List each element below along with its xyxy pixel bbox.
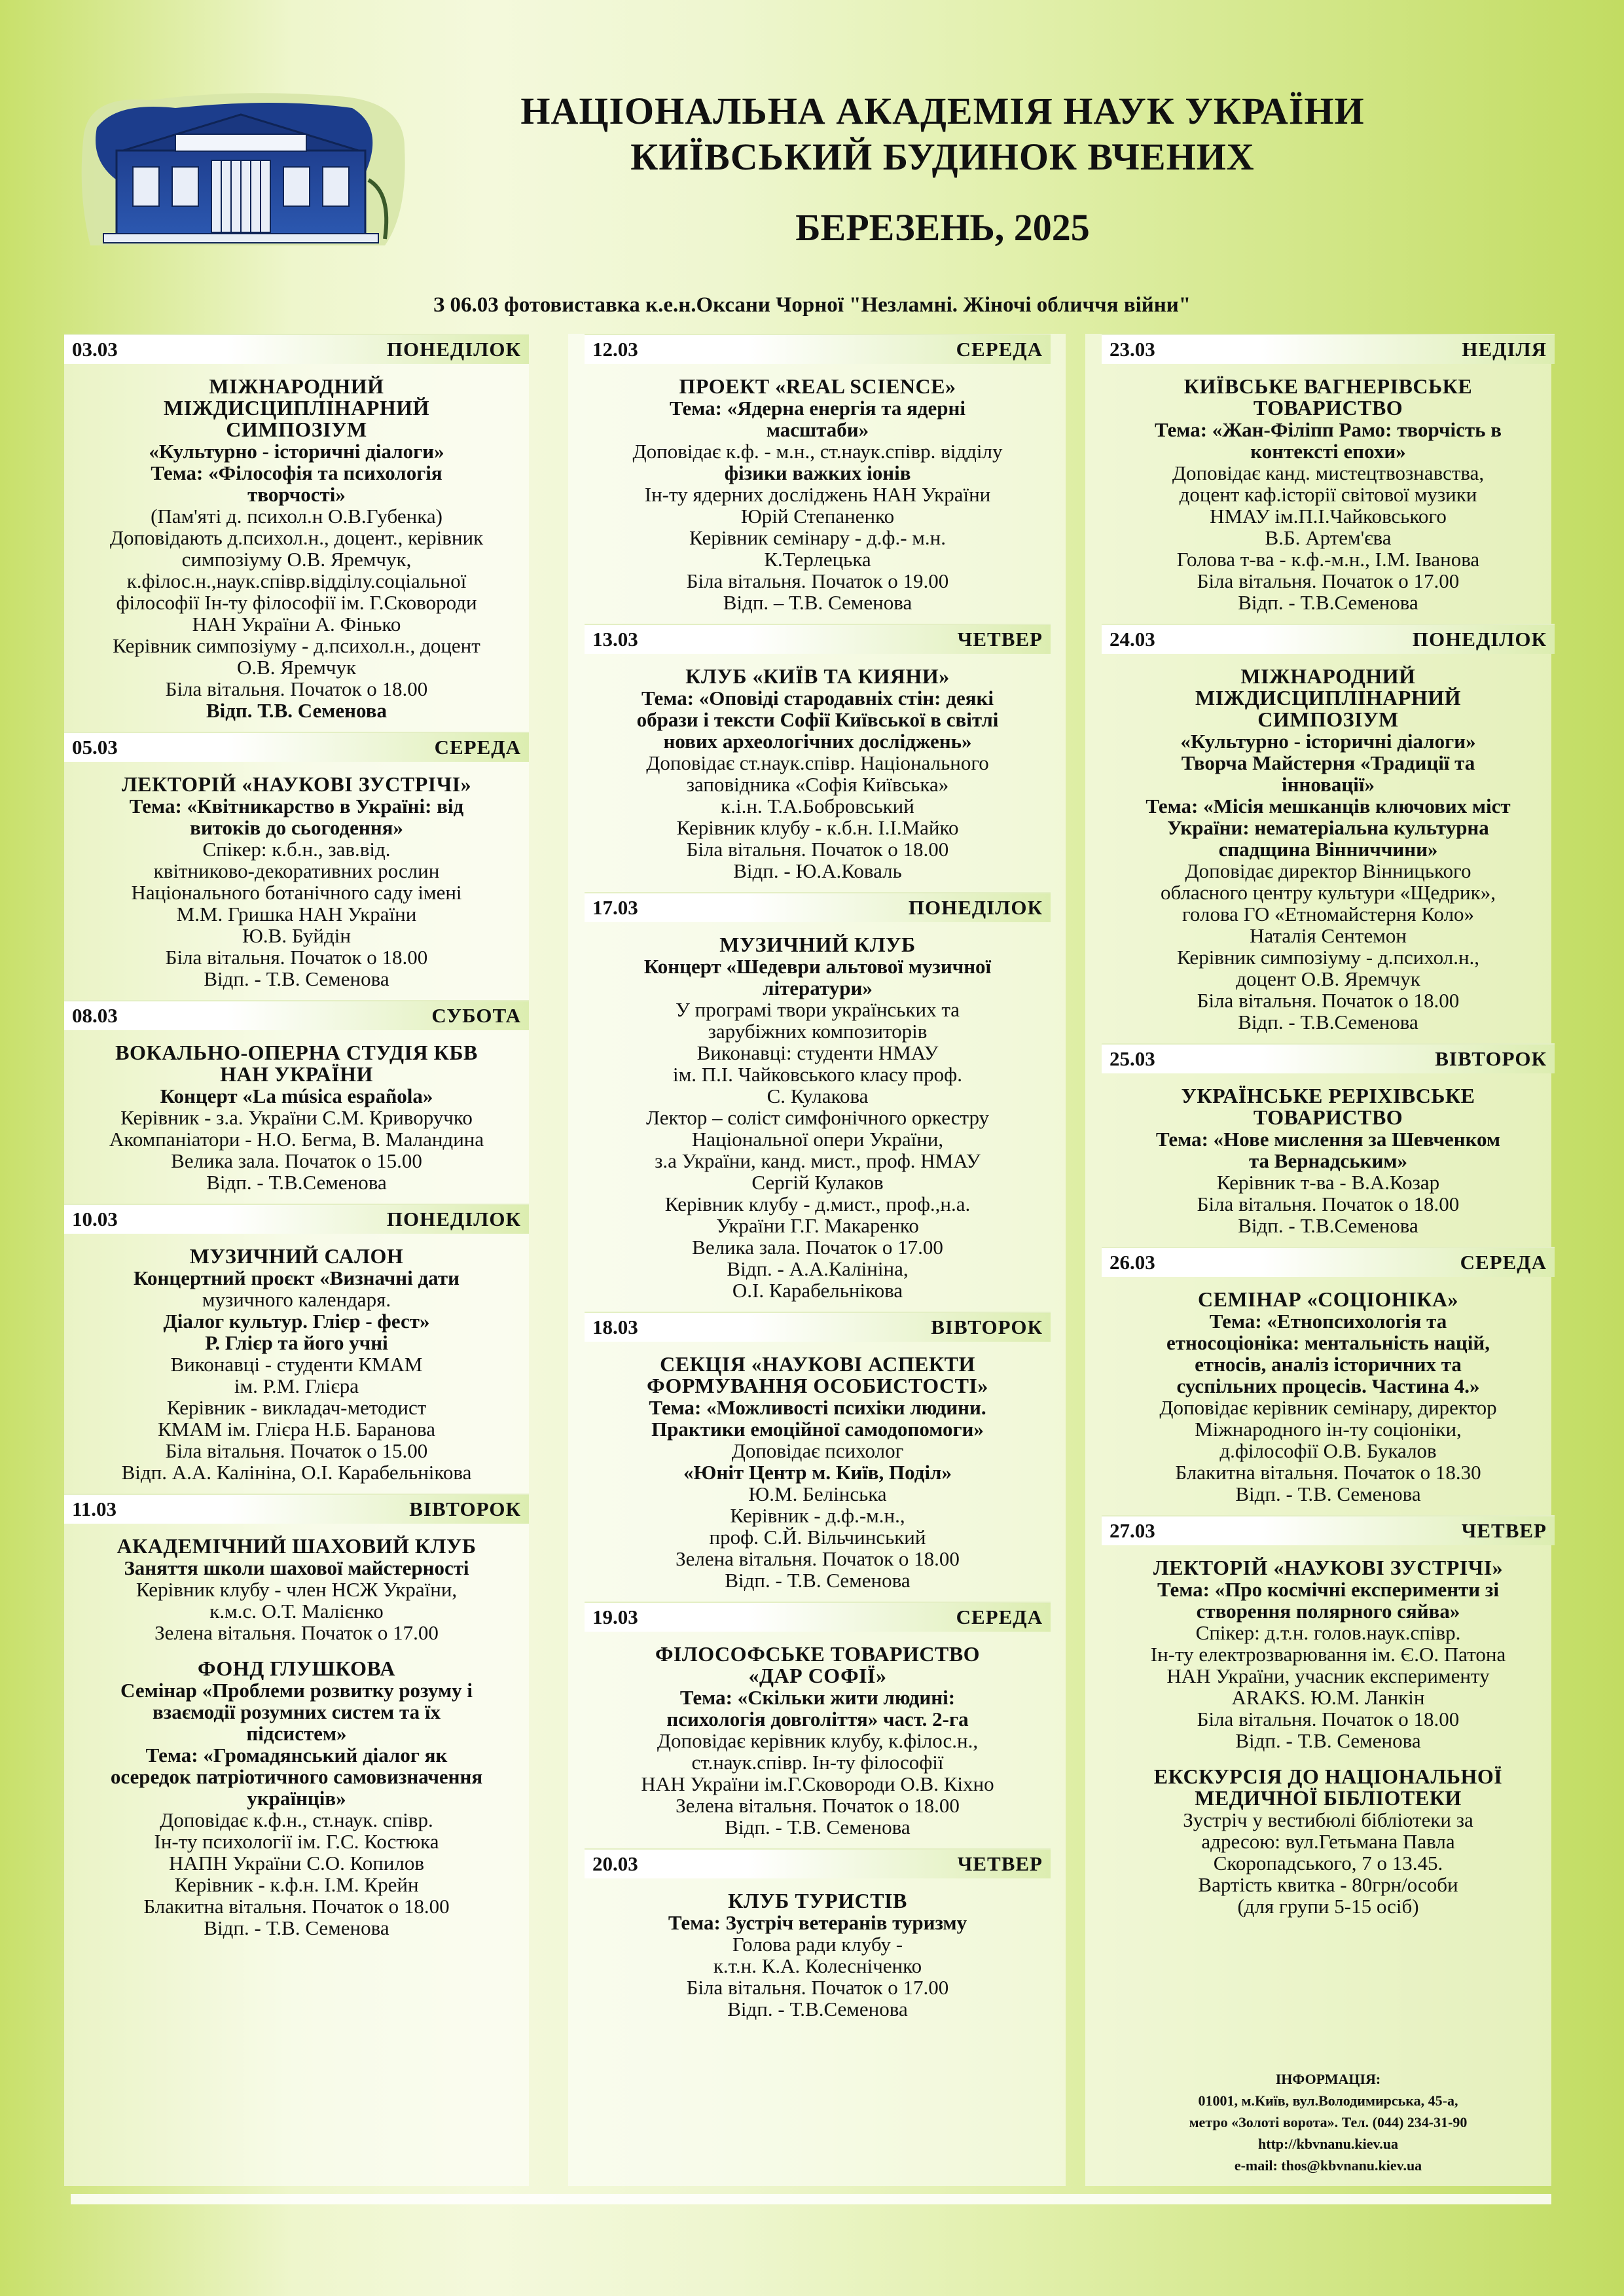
date-bar bbox=[64, 1494, 529, 1524]
event-line: ТОВАРИСТВО bbox=[1253, 1105, 1403, 1129]
event-line: етносів, аналіз історичних та bbox=[1195, 1353, 1462, 1376]
event-line: заповідника «Софія Київська» bbox=[686, 773, 949, 796]
event-line: О.І. Карабельнікова bbox=[732, 1279, 903, 1302]
event-details bbox=[585, 1890, 1051, 2020]
event-weekday: ВІВТОРОК bbox=[1435, 1047, 1547, 1070]
event-line: НМАУ ім.П.І.Чайковського bbox=[1210, 505, 1447, 528]
event-line: Велика зала. Початок о 17.00 bbox=[692, 1236, 943, 1259]
schedule-column-2 bbox=[585, 334, 1051, 2030]
event-10.03 bbox=[64, 1204, 529, 1483]
event-line: Концерт «Шедеври альтової музичної bbox=[643, 955, 992, 978]
event-line: Відп. - Т.В. Семенова bbox=[1235, 1482, 1421, 1505]
schedule-column-3 bbox=[1102, 334, 1555, 1928]
event-line: Тема: «Етнопсихологія та bbox=[1209, 1310, 1447, 1333]
spacer bbox=[64, 1643, 529, 1658]
month-title: БЕРЕЗЕНЬ, 2025 bbox=[795, 206, 1090, 249]
event-line: Зустріч у вестибюлі бібліотеки за bbox=[1183, 1808, 1473, 1831]
event-line: голова ГО «Етномайстерня Коло» bbox=[1182, 903, 1475, 925]
event-line: Керівник семінару - д.ф.- м.н. bbox=[689, 526, 947, 549]
event-details bbox=[1102, 1085, 1555, 1236]
event-line: Спікер: к.б.н., зав.від. bbox=[202, 838, 391, 861]
event-line: підсистем» bbox=[246, 1722, 347, 1745]
event-23.03 bbox=[1102, 334, 1555, 613]
date-bar bbox=[64, 1000, 529, 1030]
event-line: Керівник клубу - к.б.н. І.І.Майко bbox=[676, 816, 959, 839]
event-details bbox=[64, 774, 529, 990]
event-line: ТОВАРИСТВО bbox=[1253, 396, 1403, 420]
event-date: 23.03 bbox=[1110, 338, 1155, 361]
event-line: Ю.В. Буйдін bbox=[242, 924, 351, 947]
event-line: ФОНД ГЛУШКОВА bbox=[198, 1657, 395, 1680]
event-line: Сергій Кулаков bbox=[751, 1171, 884, 1194]
event-line: спадщина Вінниччини» bbox=[1218, 838, 1438, 861]
event-line: к.філос.н.,наук.співр.відділу.соціальної bbox=[126, 569, 467, 592]
event-line: Ін-ту ядерних досліджень НАН України bbox=[644, 483, 991, 506]
event-line: Відп. Т.В. Семенова bbox=[206, 699, 388, 722]
event-line: та Вернадським» bbox=[1248, 1149, 1408, 1172]
event-line: адресою: вул.Гетьмана Павла bbox=[1201, 1830, 1455, 1853]
event-line: Доповідає к.ф. - м.н., ст.наук.співр. відділу bbox=[632, 440, 1003, 463]
event-line: ім. П.І. Чайковського класу проф. bbox=[672, 1063, 963, 1086]
event-line: Семінар «Проблеми розвитку розуму і bbox=[120, 1679, 473, 1702]
date-bar bbox=[1102, 334, 1555, 364]
event-line: нових археологічних досліджень» bbox=[663, 730, 972, 753]
event-line: квітниково-декоративних рослин bbox=[153, 859, 440, 882]
event-line: «Культурно - історичні діалоги» bbox=[149, 440, 444, 463]
event-title: МУЗИЧНИЙ КЛУБ bbox=[719, 933, 916, 956]
event-weekday: ВІВТОРОК bbox=[409, 1498, 521, 1520]
event-line: створення полярного сяйва» bbox=[1196, 1600, 1460, 1623]
event-line: Тема: «Скільки жити людині: bbox=[679, 1686, 956, 1709]
event-line: Тема: «Громадянський діалог як bbox=[145, 1744, 448, 1767]
event-line: ARAKS. Ю.М. Ланкін bbox=[1231, 1686, 1425, 1709]
event-line: Зелена вітальня. Початок о 18.00 bbox=[676, 1794, 960, 1817]
event-line: Біла вітальня. Початок о 18.00 bbox=[686, 838, 949, 861]
event-line: Відп. - Т.В.Семенова bbox=[206, 1171, 387, 1194]
event-line: НАН України А. Фінько bbox=[192, 613, 401, 636]
schedule-column-1 bbox=[64, 334, 529, 1949]
event-line: Тема: «Ядерна енергія та ядерні bbox=[669, 397, 966, 420]
event-details bbox=[1102, 1557, 1555, 1917]
event-line: Ін-ту психології ім. Г.С. Костюка bbox=[154, 1830, 439, 1853]
event-line: Тема: «Нове мислення за Шевченком bbox=[1155, 1128, 1501, 1151]
event-details bbox=[64, 1042, 529, 1193]
event-weekday: ПОНЕДІЛОК bbox=[908, 896, 1043, 919]
event-line: контексті епохи» bbox=[1250, 440, 1406, 463]
event-title: КЛУБ «КИЇВ ТА КИЯНИ» bbox=[685, 664, 950, 688]
event-date: 20.03 bbox=[592, 1852, 638, 1875]
event-line: Відп. А.А. Калініна, О.І. Карабельнікова bbox=[121, 1461, 472, 1484]
event-line: Скоропадського, 7 о 13.45. bbox=[1213, 1852, 1443, 1874]
event-line: Концерт «La música española» bbox=[160, 1085, 433, 1107]
event-line: Тема: «Місія мешканців ключових міст bbox=[1146, 795, 1511, 817]
event-line: Р. Глієр та його учні bbox=[205, 1331, 388, 1354]
event-line: Біла вітальня. Початок о 18.00 bbox=[165, 677, 428, 700]
event-title: СЕМІНАР «СОЦІОНІКА» bbox=[1197, 1287, 1459, 1311]
event-line: К.Терлецька bbox=[764, 548, 871, 571]
event-weekday: ПОНЕДІЛОК bbox=[1412, 628, 1547, 651]
event-line: НАН УКРАЇНИ bbox=[220, 1062, 373, 1086]
event-24.03 bbox=[1102, 624, 1555, 1033]
event-line: Національного ботанічного саду імені bbox=[131, 881, 462, 904]
event-details bbox=[585, 376, 1051, 613]
event-05.03 bbox=[64, 732, 529, 990]
event-line: Виконавці - студенти КМАМ bbox=[170, 1353, 423, 1376]
event-line: Керівник - викладач-методист bbox=[166, 1396, 427, 1419]
event-line: Тема: «Квітникарство в Україні: від bbox=[129, 795, 464, 817]
event-details bbox=[64, 1246, 529, 1483]
event-details bbox=[64, 376, 529, 721]
event-line: «Культурно - історичні діалоги» bbox=[1180, 730, 1476, 753]
date-bar bbox=[585, 1312, 1051, 1342]
event-line: симпозіуму О.В. Яремчук, bbox=[181, 548, 412, 571]
event-line: Тема: «Жан-Філіпп Рамо: творчість в bbox=[1155, 418, 1502, 441]
event-line: к.т.н. К.А. Колесніченко bbox=[713, 1954, 922, 1977]
event-date: 12.03 bbox=[592, 338, 638, 361]
event-line: НАН України ім.Г.Сковороди О.В. Кіхно bbox=[641, 1772, 994, 1795]
event-line: Акомпаніатори - Н.О. Бегма, В. Маландина bbox=[109, 1128, 484, 1151]
event-line: Керівник - к.ф.н. І.М. Крейн bbox=[174, 1873, 419, 1896]
event-line: Біла вітальня. Початок о 17.00 bbox=[1197, 569, 1460, 592]
event-line: Юрій Степаненко bbox=[740, 505, 895, 528]
event-line: Доповідає к.ф.н., ст.наук. співр. bbox=[160, 1808, 433, 1831]
event-line: Керівник - д.ф.-м.н., bbox=[730, 1504, 905, 1527]
event-line: Ю.М. Белінська bbox=[748, 1482, 887, 1505]
event-line: творчості» bbox=[247, 483, 346, 506]
event-line: етносоціоніка: ментальність націй, bbox=[1166, 1331, 1490, 1354]
event-line: Відп. – Т.В. Семенова bbox=[723, 591, 912, 614]
date-bar bbox=[585, 334, 1051, 364]
info-title: ІНФОРМАЦІЯ: bbox=[1275, 2071, 1381, 2087]
event-date: 25.03 bbox=[1110, 1047, 1155, 1070]
event-title: КИЇВСЬКЕ ВАГНЕРІВСЬКЕ bbox=[1183, 374, 1473, 398]
event-line: Тема: «Про космічні експерименти зі bbox=[1157, 1578, 1499, 1601]
event-line: Відп. - Т.В. Семенова bbox=[1235, 1729, 1421, 1752]
event-weekday: СЕРЕДА bbox=[434, 736, 521, 759]
event-line: українців» bbox=[247, 1787, 346, 1810]
date-bar bbox=[585, 1848, 1051, 1878]
event-details bbox=[1102, 376, 1555, 613]
event-weekday: ВІВТОРОК bbox=[931, 1316, 1043, 1338]
event-line: Тема: «Можливості психіки людини. bbox=[649, 1396, 986, 1419]
event-line: НАН України, учасник експерименту bbox=[1166, 1664, 1490, 1687]
date-bar bbox=[585, 892, 1051, 922]
event-line: ст.наук.співр. Ін-ту філософії bbox=[691, 1751, 944, 1774]
event-25.03 bbox=[1102, 1043, 1555, 1236]
date-bar bbox=[1102, 1043, 1555, 1073]
event-weekday: НЕДІЛЯ bbox=[1462, 338, 1547, 361]
event-title: МІЖНАРОДНИЙ bbox=[1240, 664, 1416, 688]
event-date: 08.03 bbox=[72, 1004, 118, 1027]
event-line: Керівник клубу - член НСЖ України, bbox=[135, 1578, 458, 1601]
event-line: Велика зала. Початок о 15.00 bbox=[171, 1149, 422, 1172]
event-details bbox=[1102, 1289, 1555, 1505]
event-line: Доповідає керівник семінару, директор bbox=[1159, 1396, 1497, 1419]
header-line2: КИЇВСЬКИЙ БУДИНОК ВЧЕНИХ bbox=[630, 135, 1255, 178]
event-20.03 bbox=[585, 1848, 1051, 2020]
event-line: Біла вітальня. Початок о 18.00 bbox=[1197, 1193, 1460, 1215]
event-title: МІЖНАРОДНИЙ bbox=[209, 374, 384, 398]
event-line: Спікер: д.т.н. голов.наук.співр. bbox=[1195, 1621, 1461, 1644]
event-line: Міжнародного ін-ту соціоніки, bbox=[1195, 1418, 1462, 1441]
event-26.03 bbox=[1102, 1247, 1555, 1505]
event-line: СИМПОЗІУМ bbox=[1257, 708, 1399, 731]
event-line: образи і тексти Софії Київської в світлі bbox=[636, 708, 999, 731]
event-title: ЛЕКТОРІЙ «НАУКОВІ ЗУСТРІЧІ» bbox=[1153, 1556, 1504, 1579]
event-title: ВОКАЛЬНО-ОПЕРНА СТУДІЯ КБВ bbox=[115, 1041, 478, 1064]
event-line: України Г.Г. Макаренко bbox=[716, 1214, 919, 1237]
event-line: Зелена вітальня. Початок о 17.00 bbox=[154, 1621, 439, 1644]
event-line: Доповідає директор Вінницького bbox=[1185, 859, 1471, 882]
event-line: Біла вітальня. Початок о 18.00 bbox=[1197, 989, 1460, 1012]
event-27.03 bbox=[1102, 1515, 1555, 1917]
event-line: Відп. - А.А.Калініна, bbox=[727, 1257, 909, 1280]
event-line: Доповідають д.психол.н., доцент., керівник bbox=[109, 526, 484, 549]
event-line: філософії Ін-ту філософії ім. Г.Сковороди bbox=[116, 591, 477, 614]
date-bar bbox=[1102, 624, 1555, 654]
bottom-divider bbox=[71, 2194, 1551, 2204]
info-block bbox=[1102, 2068, 1555, 2176]
event-line: СИМПОЗІУМ bbox=[226, 418, 367, 441]
event-line: Відп. - Т.В.Семенова bbox=[1238, 1011, 1418, 1033]
event-line: доцент каф.історії світової музики bbox=[1179, 483, 1477, 506]
event-18.03 bbox=[585, 1312, 1051, 1591]
event-weekday: СЕРЕДА bbox=[956, 338, 1043, 361]
event-line: музичного календаря. bbox=[202, 1288, 391, 1311]
event-line: Біла вітальня. Початок о 17.00 bbox=[686, 1976, 949, 1999]
event-line: «Юніт Центр м. Київ, Поділ» bbox=[683, 1461, 952, 1484]
event-line: з.а України, канд. мист., проф. НМАУ bbox=[655, 1149, 981, 1172]
event-line: С. Кулакова bbox=[767, 1085, 869, 1107]
event-line: Відп. - Т.В. Семенова bbox=[204, 1916, 389, 1939]
event-date: 27.03 bbox=[1110, 1519, 1155, 1542]
event-line: Практики емоційної самодопомоги» bbox=[651, 1418, 984, 1441]
date-bar bbox=[64, 334, 529, 364]
event-line: Керівник симпозіуму - д.психол.н., bbox=[1176, 946, 1480, 969]
event-weekday: СЕРЕДА bbox=[956, 1605, 1043, 1628]
event-line: ім. Р.М. Глієра bbox=[234, 1374, 359, 1397]
event-line: Доповідає канд. мистецтвознавства, bbox=[1172, 461, 1485, 484]
event-line: витоків до сьогодення» bbox=[190, 816, 403, 839]
event-line: Виконавці: студенти НМАУ bbox=[696, 1041, 939, 1064]
event-19.03 bbox=[585, 1602, 1051, 1838]
event-line: Біла вітальня. Початок о 19.00 bbox=[686, 569, 949, 592]
event-line: Блакитна вітальня. Початок о 18.00 bbox=[143, 1895, 450, 1918]
event-line: Відп. - Т.В.Семенова bbox=[1238, 591, 1418, 614]
event-line: Концертний проєкт «Визначні дати bbox=[134, 1266, 460, 1289]
info-address: 01001, м.Київ, вул.Володимирська, 45-а, bbox=[1198, 2092, 1458, 2109]
event-title: ФІЛОСОФСЬКЕ ТОВАРИСТВО bbox=[655, 1642, 981, 1666]
event-line: Ін-ту електрозварювання ім. Є.О. Патона bbox=[1150, 1643, 1506, 1666]
date-bar bbox=[1102, 1247, 1555, 1277]
event-line: Доповідає ст.наук.співр. Національного bbox=[646, 751, 989, 774]
event-12.03 bbox=[585, 334, 1051, 613]
event-line: Зелена вітальня. Початок о 18.00 bbox=[676, 1547, 960, 1570]
header bbox=[419, 88, 1466, 251]
event-line: Доповідає керівник клубу, к.філос.н., bbox=[657, 1729, 979, 1752]
event-details bbox=[585, 1643, 1051, 1838]
event-line: В.Б. Артем'єва bbox=[1265, 526, 1392, 549]
event-details bbox=[585, 934, 1051, 1301]
event-details bbox=[585, 1354, 1051, 1591]
event-17.03 bbox=[585, 892, 1051, 1301]
event-title: СЕКЦІЯ «НАУКОВІ АСПЕКТИ bbox=[660, 1352, 975, 1376]
event-line: КМАМ ім. Глієра Н.Б. Баранова bbox=[158, 1418, 435, 1441]
event-line: Блакитна вітальня. Початок о 18.30 bbox=[1175, 1461, 1481, 1484]
event-line: Вартість квитка - 80грн/особи bbox=[1198, 1873, 1458, 1896]
date-bar bbox=[585, 1602, 1051, 1632]
event-line: Діалог культур. Глієр - фест» bbox=[163, 1310, 430, 1333]
event-line: психологія довголіття» част. 2-га bbox=[666, 1708, 969, 1731]
event-title: МУЗИЧНИЙ САЛОН bbox=[189, 1244, 404, 1268]
event-line: фізики важких іонів bbox=[724, 461, 911, 484]
event-details bbox=[585, 666, 1051, 882]
date-bar bbox=[1102, 1515, 1555, 1545]
event-date: 18.03 bbox=[592, 1316, 638, 1338]
event-date: 24.03 bbox=[1110, 628, 1155, 651]
spacer bbox=[1102, 1751, 1555, 1766]
event-line: Керівник симпозіуму - д.психол.н., доцент bbox=[113, 634, 480, 657]
event-line: (Пам'яті д. психол.н О.В.Губенка) bbox=[151, 505, 442, 528]
event-line: ФОРМУВАННЯ ОСОБИСТОСТІ» bbox=[647, 1374, 988, 1397]
event-line: Біла вітальня. Початок о 18.00 bbox=[1197, 1708, 1460, 1731]
event-line: к.м.с. О.Т. Малієнко bbox=[209, 1600, 384, 1623]
info-email: e-mail: thos@kbvnanu.kiev.ua bbox=[1234, 2157, 1422, 2174]
event-weekday: СУБОТА bbox=[431, 1004, 521, 1027]
event-line: Відп. - Т.В.Семенова bbox=[1238, 1214, 1418, 1237]
info-site: http://kbvnanu.kiev.ua bbox=[1258, 2136, 1398, 2152]
event-line: Біла вітальня. Початок о 15.00 bbox=[165, 1439, 428, 1462]
event-line: ЕКСКУРСІЯ ДО НАЦІОНАЛЬНОЇ bbox=[1153, 1765, 1503, 1788]
event-line: О.В. Яремчук bbox=[236, 656, 357, 679]
event-weekday: ПОНЕДІЛОК bbox=[386, 1208, 521, 1230]
event-line: Відп. - Т.В.Семенова bbox=[727, 1998, 908, 2020]
event-line: Національної опери України, bbox=[691, 1128, 944, 1151]
event-title: АКАДЕМІЧНИЙ ШАХОВИЙ КЛУБ bbox=[117, 1534, 477, 1558]
event-line: Наталія Сентемон bbox=[1250, 924, 1407, 947]
event-date: 05.03 bbox=[72, 736, 118, 759]
event-date: 26.03 bbox=[1110, 1251, 1155, 1274]
event-title: КЛУБ ТУРИСТІВ bbox=[728, 1889, 907, 1912]
event-line: Тема: «Оповіді стародавніх стін: деякі bbox=[641, 687, 994, 709]
event-weekday: ЧЕТВЕР bbox=[957, 628, 1043, 651]
event-line: Тема: «Філософія та психологія bbox=[151, 461, 442, 484]
event-line: «ДАР СОФІЇ» bbox=[748, 1664, 887, 1687]
event-line: МІЖДИСЦИПЛІНАРНИЙ bbox=[164, 396, 429, 420]
event-line: Лектор – соліст симфонічного оркестру bbox=[645, 1106, 990, 1129]
event-line: обласного центру культури «Щедрик», bbox=[1161, 881, 1496, 904]
event-line: Відп. - Т.В. Семенова bbox=[725, 1816, 911, 1839]
event-line: Голова ради клубу - bbox=[732, 1933, 903, 1956]
event-line: М.М. Гришка НАН України bbox=[176, 903, 417, 925]
event-weekday: ПОНЕДІЛОК bbox=[386, 338, 521, 361]
event-line: Доповідає психолог bbox=[731, 1439, 904, 1462]
event-date: 03.03 bbox=[72, 338, 118, 361]
event-line: Відп. - Т.В. Семенова bbox=[725, 1569, 911, 1592]
event-date: 19.03 bbox=[592, 1605, 638, 1628]
event-line: осередок патріотичного самовизначення bbox=[110, 1765, 483, 1788]
event-line: Керівник т-ва - В.А.Козар bbox=[1216, 1171, 1440, 1194]
date-bar bbox=[64, 1204, 529, 1234]
event-11.03 bbox=[64, 1494, 529, 1939]
event-line: доцент О.В. Яремчук bbox=[1236, 967, 1420, 990]
event-line: літератури» bbox=[763, 977, 873, 999]
event-line: зарубіжних композиторів bbox=[708, 1020, 928, 1043]
event-line: інновації» bbox=[1282, 773, 1375, 796]
event-line: Заняття школи шахової майстерності bbox=[124, 1556, 469, 1579]
event-details bbox=[64, 1535, 529, 1939]
event-line: МЕДИЧНОЇ БІБЛІОТЕКИ bbox=[1195, 1786, 1462, 1810]
event-line: України: нематеріальна культурна bbox=[1167, 816, 1489, 839]
event-line: (для групи 5-15 осіб) bbox=[1237, 1895, 1419, 1918]
event-line: взаємодії розумних систем та їх bbox=[153, 1700, 441, 1723]
event-08.03 bbox=[64, 1000, 529, 1193]
event-title: ПРОЕКТ «REAL SCIENCE» bbox=[679, 374, 956, 398]
event-date: 17.03 bbox=[592, 896, 638, 919]
event-03.03 bbox=[64, 334, 529, 721]
event-13.03 bbox=[585, 624, 1051, 882]
event-line: Тема: Зустріч ветеранів туризму bbox=[668, 1911, 967, 1934]
event-details bbox=[1102, 666, 1555, 1033]
event-line: Керівник клубу - д.мист., проф.,н.а. bbox=[664, 1193, 971, 1215]
event-line: Голова т-ва - к.ф.-м.н., І.М. Іванова bbox=[1176, 548, 1480, 571]
event-line: Творча Майстерня «Традиції та bbox=[1181, 751, 1475, 774]
event-line: суспільних процесів. Частина 4.» bbox=[1176, 1374, 1480, 1397]
event-weekday: СЕРЕДА bbox=[1460, 1251, 1547, 1274]
event-line: проф. С.Й. Вільчинський bbox=[709, 1526, 926, 1549]
event-weekday: ЧЕТВЕР bbox=[957, 1852, 1043, 1875]
building-logo bbox=[77, 88, 411, 252]
event-line: Відп. - Ю.А.Коваль bbox=[733, 859, 902, 882]
event-line: У програмі твори українських та bbox=[675, 998, 960, 1021]
event-line: МІЖДИСЦИПЛІНАРНИЙ bbox=[1195, 686, 1461, 709]
date-bar bbox=[64, 732, 529, 762]
event-line: масштаби» bbox=[766, 418, 869, 441]
event-date: 10.03 bbox=[72, 1208, 118, 1230]
event-line: Керівник - з.а. України С.М. Криворучко bbox=[120, 1106, 473, 1129]
event-title: УКРАЇНСЬКЕ РЕРІХІВСЬКЕ bbox=[1181, 1084, 1475, 1107]
event-date: 11.03 bbox=[72, 1498, 117, 1520]
event-line: Відп. - Т.В. Семенова bbox=[204, 967, 389, 990]
event-line: к.і.н. Т.А.Бобровський bbox=[721, 795, 914, 817]
date-bar bbox=[585, 624, 1051, 654]
event-weekday: ЧЕТВЕР bbox=[1461, 1519, 1547, 1542]
header-line1: НАЦІОНАЛЬНА АКАДЕМІЯ НАУК УКРАЇНИ bbox=[520, 90, 1365, 132]
event-title: ЛЕКТОРІЙ «НАУКОВІ ЗУСТРІЧІ» bbox=[121, 772, 472, 796]
event-line: Біла вітальня. Початок о 18.00 bbox=[165, 946, 428, 969]
event-line: НАПН України С.О. Копилов bbox=[168, 1852, 425, 1874]
event-date: 13.03 bbox=[592, 628, 638, 651]
exhibition-notice: З 06.03 фотовиставка к.е.н.Оксани Чорної "Незламні. Жіночі обличчя війни" bbox=[433, 293, 1191, 317]
info-metro: метро «Золоті ворота». Тел. (044) 234-31-90 bbox=[1189, 2114, 1468, 2130]
event-line: д.філософії О.В. Букалов bbox=[1219, 1439, 1437, 1462]
